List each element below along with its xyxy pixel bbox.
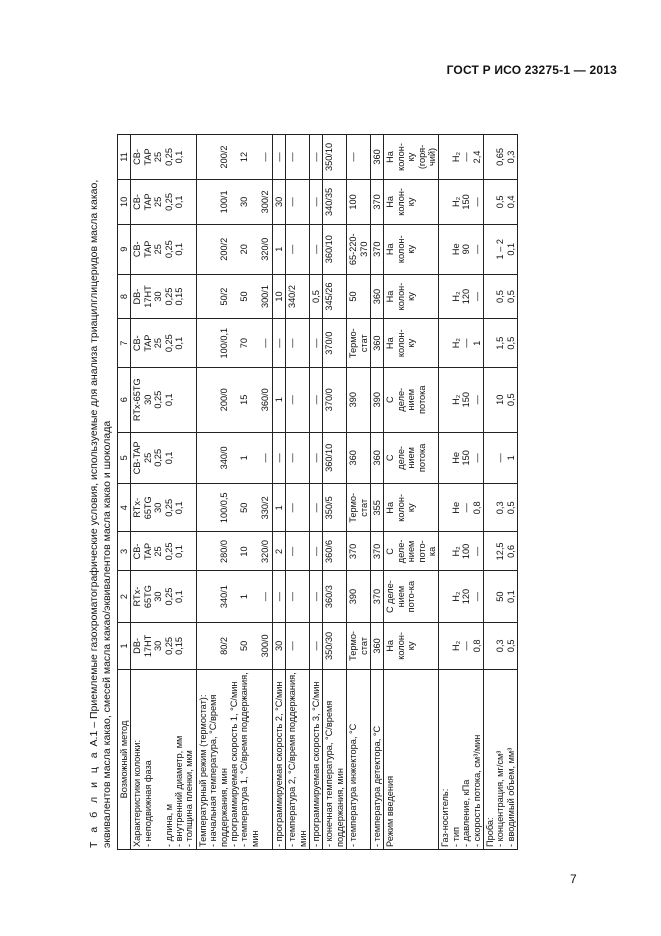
method-column-header: Возможный метод [118,670,131,850]
table-cell: H₂ 150 — [439,367,484,432]
table-cell: 360/6 [323,532,347,571]
table-cell: — [309,367,322,432]
table-cell: — [309,432,322,484]
row-label: - температура инжектора, °С [347,670,371,850]
table-cell: 100 [347,179,371,224]
table-cell: Термо- стат [347,319,371,367]
table-row [131,135,196,850]
table-cell: 340/35 [323,179,347,224]
column-number-1: 1 [118,622,131,669]
table-cell: — [272,135,285,180]
table-cell: 360/10 [323,432,347,484]
table-cell: 350/10 [323,135,347,180]
table-cell: Термо- стат [347,484,371,532]
table-cell: На колон- ку [384,319,439,367]
table-cell: H₂ — 1 [439,319,484,367]
document-header: ГОСТ Р ИСО 23275-1 — 2013 [446,63,617,77]
table-cell: 50 0,1 [484,571,518,622]
table-cell: — [309,224,322,274]
table-row [439,135,484,850]
row-label: Режим введения [384,670,439,850]
table-cell: — [286,135,310,180]
table-cell: He 150 — [439,432,484,484]
table-cell: 370 [370,179,383,224]
table-cell: 360 [370,274,383,319]
table-cell: H₂ 100 — [439,532,484,571]
table-cell: 0,5 0,5 [484,274,518,319]
table-cell: — [309,571,322,622]
table-cell: 200/2 20 320/0 [196,224,272,274]
row-label: Газ-носитель: - тип - давление, кПа - скорость потока, см³/мин [439,670,484,850]
table-cell: 360/3 [323,571,347,622]
row-label: - программируемая скорость 3, °С/мин [309,670,322,850]
column-number-4: 4 [118,484,131,532]
column-number-8: 8 [118,274,131,319]
table-cell: CB- TAP 25 0,25 0,1 [131,135,196,180]
column-number-10: 10 [118,179,131,224]
table-cell: 50 [347,274,371,319]
table-caption [88,134,114,848]
table-cell: CB- TAP 25 0,25 0,1 [131,319,196,367]
table-cell: RTx- 65TG 30 0,25 0,1 [131,571,196,622]
table-cell: 2 [272,532,285,571]
table-cell: 80/2 50 300/0 [196,622,272,669]
table-cell: He — 0,8 [439,484,484,532]
table-cell: На колон- ку (горя- чий) [384,135,439,180]
column-number-2: 2 [118,571,131,622]
column-number-7: 7 [118,319,131,367]
table-cell: 0,3 0,5 [484,484,518,532]
table-cell: 390 [370,367,383,432]
table-row [347,135,371,850]
table-cell: — [272,319,285,367]
table-cell: 100/0,5 50 330/2 [196,484,272,532]
table-row [384,135,439,850]
table-cell: 200/0 15 360/0 [196,367,272,432]
table-cell: 370 [370,571,383,622]
table-cell: 30 [272,622,285,669]
table-cell: 370 [370,224,383,274]
table-cell: 370/0 [323,319,347,367]
gc-conditions-table [117,134,518,850]
table-cell: 360 [370,319,383,367]
table-cell: 1,5 0,5 [484,319,518,367]
table-cell: CB- TAP 25 0,25 0,1 [131,532,196,571]
table-body [131,135,518,850]
table-cell: С деле- нием пото- ка [384,532,439,571]
table-cell: 370 [370,532,383,571]
caption-lead: Т а б л и ц а [88,749,100,848]
table-cell: He 90 — [439,224,484,274]
table-cell: 0,65 0,3 [484,135,518,180]
column-number-9: 9 [118,224,131,274]
table-cell: — [272,432,285,484]
table-cell: DB- 17HT 30 0,25 0,15 [131,274,196,319]
column-number-5: 5 [118,432,131,484]
table-cell: Термо- стат [347,622,371,669]
table-row [370,135,383,850]
table-cell: 50/2 50 300/1 [196,274,272,319]
table-cell: На колон- ку [384,484,439,532]
table-cell: — [309,135,322,180]
table-cell: H₂ 120 — [439,571,484,622]
table-cell: — [286,224,310,274]
table-cell: — [286,484,310,532]
column-number-6: 6 [118,367,131,432]
table-cell: CB- TAP 25 0,25 0,1 [131,179,196,224]
table-cell: — [309,622,322,669]
table-cell: 370/0 [323,367,347,432]
table-cell: На колон- ку [384,224,439,274]
table-row [323,135,347,850]
table-cell: С деле- нием потока [384,367,439,432]
table-cell: 340/1 1 — [196,571,272,622]
table-cell: На колон- ку [384,179,439,224]
caption-text: А.1 – Приемлемые газохроматографические условия, используемые для анализа триацилглицеридов масла какао, эквивалентов масла какао, смесей масла какао/эквивалентов масла какао и шоколада [88,179,113,848]
column-number-3: 3 [118,532,131,571]
table-cell: — [309,532,322,571]
table-cell: — [272,571,285,622]
table-cell: 30 [272,179,285,224]
table-cell: — [286,571,310,622]
table-cell: H₂ — 2,4 [439,135,484,180]
table-cell: На колон- ку [384,622,439,669]
table-row [286,135,310,850]
table-cell: 10 [272,274,285,319]
table-cell: 100/0,1 70 — [196,319,272,367]
row-label: Температурный режим (термостат): - начальная температура, °С/время поддержания, мин - программируемая скорость 1, °С/мин - температура 1, °С/время поддержания, мин [196,670,272,850]
row-label: Проба: - концентрация, мг/см³ - вводимый объем, мм³ [484,670,518,850]
table-cell: 355 [370,484,383,532]
table-header-row [118,135,131,850]
table-cell: — [347,135,371,180]
table-cell: 0,5 0,4 [484,179,518,224]
table-cell: 340/2 [286,274,310,319]
table-cell: 12,5 0,6 [484,532,518,571]
table-row [272,135,285,850]
table-cell: 360 [370,622,383,669]
column-number-11: 11 [118,135,131,180]
row-label: Характеристики колонки: - неподвижная фаза - длина, м - внутренний диаметр, мм - толщина пленки, мкм [131,670,196,850]
table-cell: 100/1 30 300/2 [196,179,272,224]
row-label: - конечная температура, °С/время поддержания, мин [323,670,347,850]
table-cell: 0,5 [309,274,322,319]
table-cell: 0,3 0,5 [484,622,518,669]
table-cell: — [309,319,322,367]
rotated-table-block [88,134,573,850]
table-cell: 1 [272,224,285,274]
table-cell: 1 [272,367,285,432]
table-cell: DB- 17HT 30 0,25 0,15 [131,622,196,669]
table-cell: — [286,367,310,432]
table-row [484,135,518,850]
table-cell: H₂ — 0,8 [439,622,484,669]
table-cell: 280/0 10 320/0 [196,532,272,571]
table-cell: — [309,179,322,224]
table-cell: 360 [347,432,371,484]
table-cell: 390 [347,571,371,622]
row-label: - программируемая скорость 2, °С/мин [272,670,285,850]
table-cell: — [286,622,310,669]
table-cell: — [309,484,322,532]
table-cell: — [286,319,310,367]
table-row [196,135,272,850]
table-cell: С деле- нием потока [384,432,439,484]
table-cell: 340/0 1 — [196,432,272,484]
table-cell: 65-220- 370 [347,224,371,274]
table-cell: 350/30 [323,622,347,669]
row-label: - температура 2, °С/время поддержания, мин [286,670,310,850]
table-cell: 200/2 12 — [196,135,272,180]
table-cell: 350/5 [323,484,347,532]
table-cell: 360 [370,432,383,484]
table-cell: CB-TAP 25 0,25 0,1 [131,432,196,484]
table-cell: 1 [272,484,285,532]
table-cell: 370 [347,532,371,571]
table-cell: 10 0,5 [484,367,518,432]
page-number: 7 [570,872,577,886]
row-label: - температура детектора, °С [370,670,383,850]
table-cell: 390 [347,367,371,432]
table-cell: На колон- ку [384,274,439,319]
table-cell: 1 – 2 0,1 [484,224,518,274]
table-cell: 360/10 [323,224,347,274]
table-cell: RTx- 65TG 30 0,25 0,1 [131,484,196,532]
table-cell: — [286,432,310,484]
table-cell: 360 [370,135,383,180]
table-cell: С деле- нием пото-ка [384,571,439,622]
table-cell: — [286,179,310,224]
table-cell: — [286,532,310,571]
table-cell: H₂ 150 — [439,179,484,224]
table-cell: H₂ 120 — [439,274,484,319]
table-row [309,135,322,850]
table-cell: RTx-65TG 30 0,25 0,1 [131,367,196,432]
table-cell: — 1 [484,432,518,484]
table-cell: CB- TAP 25 0,25 0,1 [131,224,196,274]
table-cell: 345/26 [323,274,347,319]
